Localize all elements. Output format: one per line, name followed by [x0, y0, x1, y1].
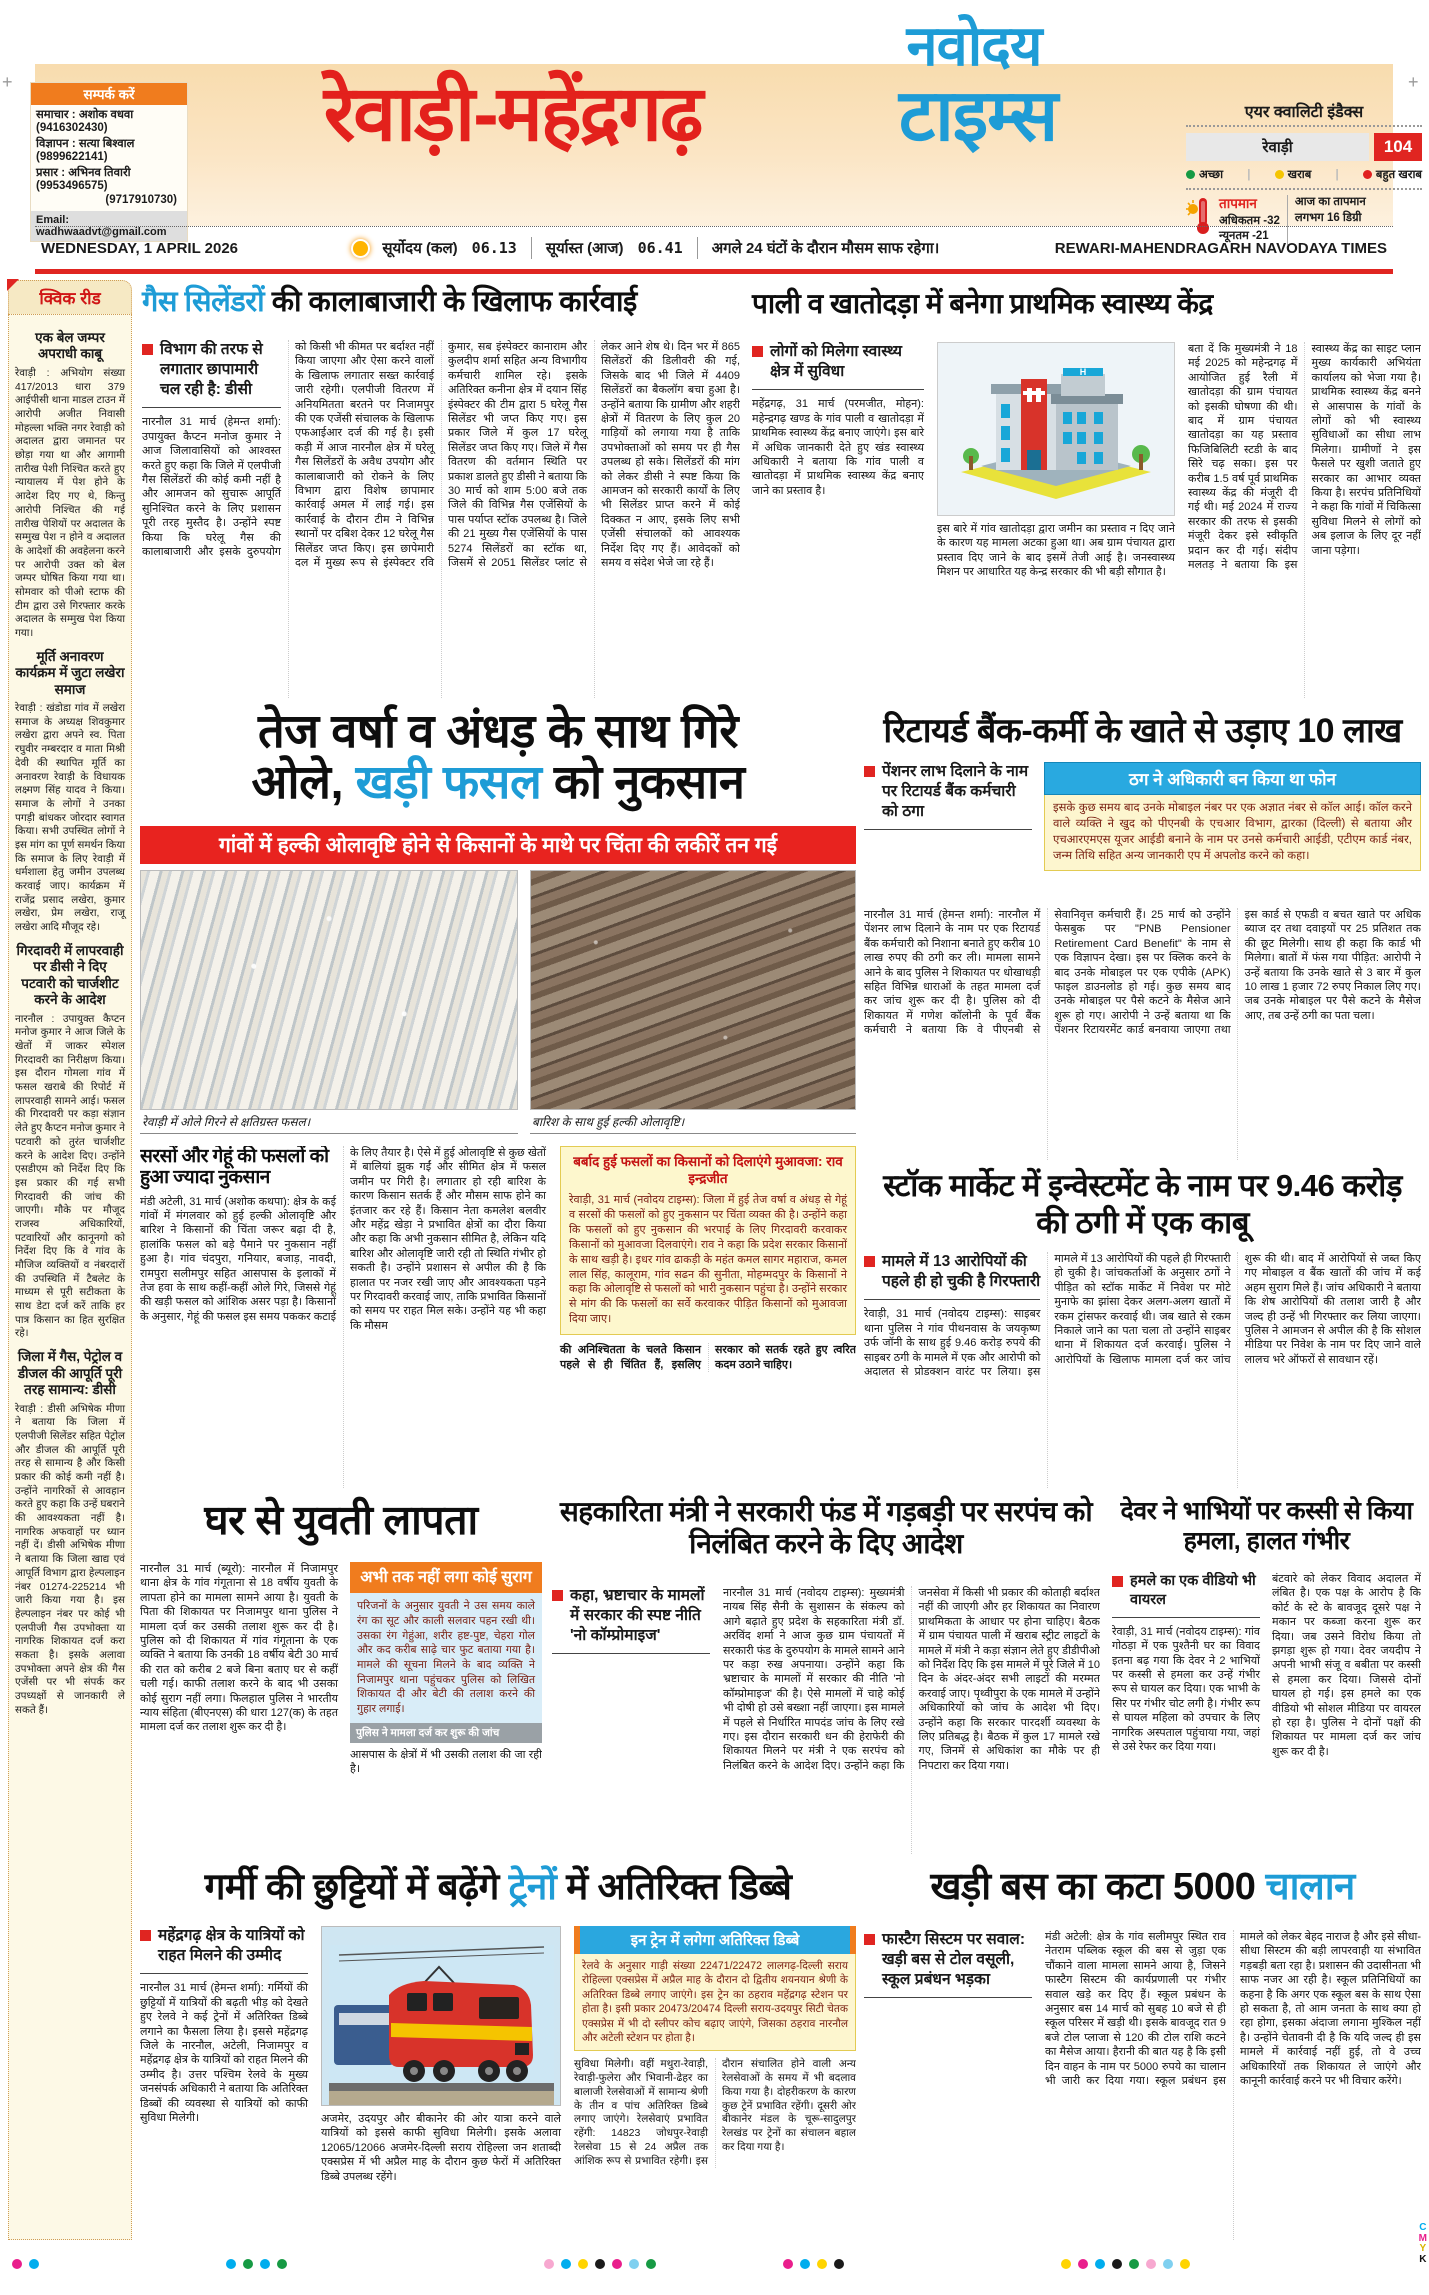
- article-text: नारनौल 31 मार्च (नवोदय टाइम्स): मुख्यमंत्री नायब सिंह सैनी के सुशासन के संकल्प को आगे बढ़ाते हुए प्रदेश के सहकारिता मंत्री डॉ. अरविंद शर्मा ने आज कुछ ग्राम पंचायतों में सरकारी फंड के दुरुपयोग के मामले सामने आने पर कड़ा रुख अपनाया। उन्होंने कहा कि भ्रष्टाचार के मामलों में सरकार की नीति 'नो कॉम्प्रोमाइज' की है। ऐसे मामलों में चाहे कोई भी दोषी हो उसे बख्शा नहीं जाएगा। इस मामले में पहले से निर्धारित मापदंड जांच के लिए रखे गए। इस दौरान सरकारी धन की हेराफेरी की शिकायत मिलने पर मंत्री ने एक सरपंच को निलंबित करने के आदेश दिए। उन्होंने कहा कि जनसेवा में किसी भी प्रकार की कोताही बर्दाश्त नहीं की जाएगी और हर शिकायत का निवारण प्राथमिकता के आधार पर होना चाहिए। बैठक में ग्राम पंचायत पाली में खराब स्ट्रीट लाइटों के मामले में मंत्री ने कड़ा संज्ञान लेते हुए डीडीपीओ को निर्देश दिए कि इस मामले में पूरे जिले में 10 दिन के अंदर-अंदर सभी लाइटों की मरम्मत करवाई जाए। पृथ्वीपुरा के एक मामले में उन्होंने अधिकारियों को जांच के आदेश भी दिए। उन्होंने कहा कि सरकार पारदर्शी व्यवस्था के लिए प्रतिबद्ध है। बैठक में कुल 17 मामले रखे गए, जिनमें से अधिकांश का मौके पर ही निपटारा कर दिया गया।: [723, 1587, 1100, 1772]
- no-clue-box-title: अभी तक नहीं लगा कोई सुराग: [350, 1562, 542, 1593]
- bus-body: [864, 1930, 1421, 2240]
- aqi-legend-very-bad: बहुत खराब: [1363, 167, 1422, 182]
- aqi-city: रेवाड़ी: [1186, 133, 1369, 161]
- hail-sub-article-title: सरसों और गेहूं की फसलों को हुआ ज्यादा नुकसान: [140, 1146, 329, 1189]
- paper-title-red: रेवाड़ी-महेंद्रगढ़: [323, 71, 702, 157]
- temperature-min: न्यूनतम -21: [1219, 230, 1269, 243]
- stock-fraud-headline: स्टॉक मार्केट में इन्वेस्टमेंट के नाम पर 9.46 करोड़ की ठगी में एक काबू: [883, 1168, 1402, 1240]
- headline-accent: ट्रेनों: [508, 1866, 557, 1907]
- red-dot-icon: [1363, 170, 1372, 179]
- green-dot-icon: [1186, 170, 1195, 179]
- edition-name: REWARI-MAHENDRAGARH NAVODAYA TIMES: [1054, 239, 1387, 257]
- bank-fraud-kicker: पेंशनर लाभ दिलाने के नाम पर रिटायर्ड बैंक कर्मचारी को ठगा: [864, 762, 1032, 830]
- sunset-label: सूर्यास्त (आज): [545, 240, 624, 257]
- quick-read-rail: [8, 280, 132, 2240]
- divider: [697, 237, 698, 259]
- red-square-icon: [752, 346, 763, 357]
- quick-read-story: [15, 943, 125, 1341]
- hail-article-headline: [140, 706, 856, 808]
- minister-headline: सहकारिता मंत्री ने सरकारी फंड में गड़बड़ी पर सरपंच को निलंबित करने के दिए आदेश: [559, 1496, 1093, 1560]
- red-square-icon: [142, 344, 153, 355]
- reg-dot-group: [226, 2256, 294, 2274]
- reg-dot-group: [783, 2256, 851, 2274]
- quick-read-story-body: नारनौल : उपायुक्त कैप्टन मनोज कुमार ने आज जिले के खेतों में जाकर स्पेशल गिरदावरी का निरीक्षण किया। इस दौरान गोमला गांव में फसल खराबे की रिपोर्ट में लापरवाही सामने आई। फसल की गिरदावरी पर कड़ा संज्ञान लेते हुए कैप्टन मनोज कुमार ने पटवारी को तुरंत चार्जशीट करने के आदेश दिए। उन्होंने एसडीएम को निर्देश दिए कि इस प्रकार की गई सभी गिरदावरी की जांच की जाएगी। मौके पर मौजूद राजस्व अधिकारियों, पटवारियों और कानूनगो को निर्देश दिए कि वे गांव के मौजिज व्यक्तियों व नंबरदारों की उपस्थिति में टैबलेट के माध्यम से पूरी सटीकता के साथ डेटा दर्ज करें ताकि हर पात्र किसान का हित सुरक्षित रहे।: [15, 1013, 125, 1340]
- article-text: रेवाड़ी, 31 मार्च (नवोदय टाइम्स): गांव गोठड़ा में एक पुश्तैनी घर का विवाद इतना बढ़ गया कि देवर ने 2 भाभियों पर कस्सी से हमला कर उन्हें गंभीर रूप से घायल कर दिया। एक भाभी के सिर पर गंभीर चोट लगी है। गंभीर रूप से घायल महिला को उपचार के लिए नागरिक अस्पताल पहुंचाया गया, जहां से उसे रेफर कर दिया गया।: [1112, 1625, 1260, 1753]
- temperature-title: तापमान: [1219, 196, 1257, 211]
- sunrise-time: 06.13: [471, 239, 517, 257]
- quick-read-story-title: गिरदावरी में लापरवाही पर डीसी ने दिए पटवारी को चार्जशीट करने के आदेश: [16, 942, 124, 1008]
- cmyk-label: C M Y K: [1418, 2222, 1427, 2265]
- police-note: पुलिस ने मामला दर्ज कर शुरू की जांच: [350, 1723, 542, 1743]
- article-text: महेंद्रगढ़, 31 मार्च (परमजीत, मोहन): महेन्द्रगढ़ खण्ड के गांव पाली व खातोदड़ा में प्राथमिक स्वास्थ्य केंद्र बनाए जाएंगे। इस बारे में अधिक जानकारी देते हुए खंड स्वास्थ्य अधिकारी ने बताया कि गांव पाली व खातोदड़ा में प्राथमिक स्वास्थ्य केंद्र बनाए जाने का प्रस्ताव है।: [752, 398, 924, 497]
- bank-fraud-headline: रिटायर्ड बैंक-कर्मी के खाते से उड़ाए 10 लाख: [883, 712, 1402, 750]
- gas-article-kicker: विभाग की तरफ से लगातार छापामारी चल रही है: डीसी: [142, 340, 281, 408]
- headline-accent: खड़ी फसल: [355, 754, 542, 808]
- article-text: सुविधा मिलेगी। वहीं मथुरा-रेवाड़ी, रेवाड़ी-फुलेरा और भिवानी-ढेहर का बालाजी रेलसेवाओं में सामान्य श्रेणी के तीन व पांच अतिरिक्त डिब्बे लगाए जाएंगे। रेलसेवाएं प्रभावित रहेंगी: 14823 जोधपुर-रेवाड़ी रेलसेवा 15 से 24 अप्रैल तक आंशिक रूप से प्रभावित रहेगी। इस दौरान संचालित होने वाली अन्य रेलसेवाओं के समय में भी बदलाव किया गया है। दोहरीकरण के कारण कुछ ट्रेनें प्रभावित रहेंगी। दूसरी ओर बीकानेर मंडल के चूरू-सादुलपुर रेलखंड पर ट्रेनों का संचालन बहाल कर दिया गया है।: [574, 2058, 856, 2167]
- contact-email: Email: wadhwaadvt@gmail.com: [31, 211, 187, 241]
- aqi-legend-good: अच्छा: [1186, 167, 1223, 182]
- article-text: की अनिश्चितता के चलते किसान पहले से ही चिंतित हैं, इसलिए सरकार को सतर्क रहते हुए त्वरित कदम उठाने चाहिए।: [560, 1344, 856, 1371]
- quick-read-story-title: जिला में गैस, पेट्रोल व डीजल की आपूर्ति पूरी तरह सामान्य: डीसी: [17, 1349, 123, 1398]
- contact-ads-line: विज्ञापन : सत्या बिश्वाल (9899622141): [36, 138, 135, 163]
- gas-article-headline: [142, 286, 742, 318]
- headline-line1: तेज वर्षा व अंधड़ के साथ गिरे: [257, 704, 738, 757]
- legend-divider: |: [1335, 168, 1339, 181]
- sun-icon: [353, 241, 368, 256]
- sunrise-label: सूर्योदय (कल): [382, 240, 458, 257]
- forecast-text: अगले 24 घंटों के दौरान मौसम साफ रहेगा।: [711, 240, 940, 257]
- fraud-call-box-title: ठग ने अधिकारी बन किया था फोन: [1044, 762, 1421, 795]
- quick-read-story-body: रेवाड़ी : डीसी अभिषेक मीणा ने बताया कि जिला में एलपीजी सिलेंडर सहित पेट्रोल और डीजल की आपूर्ति पूरी तरह से सामान्य है और किसी प्रकार की कोई कमी नहीं है। उन्होंने नागरिकों से आवहान करते हुए कहा कि उन्हें घबराने की आवश्यकता नहीं है। नागरिक अफवाहों पर ध्यान नहीं दें। डीसी अभिषेक मीणा ने बताया कि जिला खाद्य एवं आपूर्ति विभाग द्वारा हेल्पलाइन नंबर 01274-225214 भी जारी किया गया है। इस हेल्पलाइन नंबर पर कोई भी एलपीजी गैस उपभोक्ता या नागरिक शिकायत दर्ज करा सकता है। इसके अलावा उपभोक्ता अपने क्षेत्र की गैस एजेंसी पर भी संपर्क कर उपध्यक्षों से जानकारी ले सकते हैं।: [15, 1403, 125, 1716]
- fraud-call-box-body: इसके कुछ समय बाद उनके मोबाइल नंबर पर एक अज्ञात नंबर से कॉल आई। कॉल करने वाले व्यक्ति ने खुद को पीएनबी के एचआर विभाग, द्वारका (दिल्ली) से बताया और एचआरएमएस यूजर आईडी बनाने के नाम पर उनसे कर्मचारी आईडी, एटीएम कार्ड नंबर, जन्म तिथि सहित अन्य जानकारी एप में अपलोड करने को कहा।: [1044, 795, 1421, 871]
- yellow-dot-icon: [1275, 170, 1284, 179]
- red-square-icon: [552, 1590, 563, 1601]
- article-text: रेवाड़ी, 31 मार्च (नवोदय टाइम्स): साइबर थाना पुलिस ने गांव पीथनवास के जयकृष्ण उर्फ जॉनी के साथ हुई 9.46 करोड़ रुपये की साइबर ठगी के मामले में एक और आरोपी को अदालत से प्रोडक्शन वारंट पर लिया। इस मामले में 13 आरोपियों की पहले ही गिरफ्तारी हो चुकी है। जांचकर्ताओं के अनुसार ठगों ने पीड़ित को स्टॉक मार्केट में निवेश पर मोटे मुनाफे का झांसा देकर अलग-अलग खातों में रकम ट्रांसफर करवाई थी। जब खाते से रकम निकाले जाने का पता चला तो उन्होंने साइबर थाना में शिकायत दर्ज करवाई। पुलिस ने आरोपियों के खिलाफ मामला दर्ज कर जांच शुरू की थी। बाद में आरोपियों से जब्त किए गए मोबाइल व बैंक खातों की जांच में कई अहम सुराग मिले हैं। जांच अधिकारी ने बताया कि शेष आरोपियों की तलाश जारी है और जल्द ही उन्हें भी गिरफ्तार कर लिया जाएगा। पुलिस ने आमजन से अपील की है कि सोशल मीडिया पर निवेश के नाम पर दिए जाने वाले लालच भरे ऑफरों से सावधान रहें।: [864, 1253, 1421, 1378]
- air-quality-widget: [1186, 100, 1422, 245]
- compensation-box-title: बर्बाद हुई फसलों का किसानों को दिलाएंगे मुआवजा: राव इन्द्रजीत: [573, 1154, 843, 1186]
- photo-caption: रेवाड़ी में ओले गिरने से क्षतिग्रस्त फसल।: [140, 1110, 518, 1134]
- hail-damaged-crop-photo: [140, 870, 518, 1110]
- contact-news-line: समाचार : अशोक वधवा (9416302430): [36, 109, 134, 134]
- missing-girl-headline: घर से युवती लापता: [204, 1497, 478, 1543]
- contact-circulation-line: प्रसार : अभिनव तिवारी (9953496575): [36, 167, 131, 192]
- aqi-legend-bad: खराब: [1275, 167, 1312, 182]
- today-temp-label: आज का तापमान: [1294, 196, 1366, 208]
- article-text: बता दें कि मुख्यमंत्री ने 18 मई 2025 को महेन्द्रगढ़ में आयोजित हुई रैली में खातोदड़ा की ग्राम पंचायत को इसकी घोषणा की थी। बाद में ग्राम पंचायत खातोदड़ा का यह प्रस्ताव फिजिबिलिटी स्टडी के बाद सिरे चढ़ सका। इस पर करीब 1.5 वर्ष पूर्व प्राथमिक स्वास्थ्य केंद्र की मंजूरी दी गई थी। मई 2024 में राज्य सरकार की तरफ से इसकी मंजूरी देकर इसे स्वीकृति प्रदान कर दी गई। संदीप मलतड़ ने बताया कि इस स्वास्थ्य केंद्र का साइट प्लान मुख्य कार्यकारी अभियंता कार्यालय को भेजा गया है। प्राथमिक स्वास्थ्य केंद्र बनने से आसपास के गांवों के लोगों को भी स्वास्थ्य सुविधाओं का सीधा लाभ मिलेगा। ग्रामीणों ने इस फैसले पर खुशी जताते हुए सरकार का आभार व्यक्त किया है। सरपंच प्रतिनिधियों ने कहा कि गांवों में चिकित्सा सुविधा मिलने से लोगों को अब इलाज के लिए दूर नहीं जाना पड़ेगा।: [1188, 343, 1421, 572]
- quick-read-story: [15, 649, 125, 935]
- headline-line2a: ओले,: [251, 754, 356, 808]
- pali-article-headline: पाली व खातोदड़ा में बनेगा प्राथमिक स्वास्थ्य केंद्र: [752, 288, 1213, 319]
- devar-headline: देवर ने भाभियों पर कस्सी से किया हमला, हालत गंभीर: [1120, 1497, 1413, 1555]
- quick-read-header: क्विक रीड: [8, 280, 132, 314]
- bus-headline: खड़ी बस का कटा 5000 चालान: [930, 1866, 1355, 1908]
- extra-coach-box-title: इन ट्रेन में लगेगा अतिरिक्त डिब्बे: [574, 1926, 856, 1954]
- pali-article-body: [752, 342, 1421, 698]
- hail-article-subhead-strip: गांवों में हल्की ओलावृष्टि होने से किसानों के माथे पर चिंता की लकीरें तन गई: [140, 826, 856, 864]
- pali-article-kicker: लोगों को मिलेगा स्वास्थ्य क्षेत्र में सुविधा: [752, 342, 924, 390]
- gas-article-body: [142, 340, 740, 698]
- article-text: नारनौल 31 मार्च (ब्यूरो): नारनौल में निजामपुर थाना क्षेत्र के गांव गंगूताना से 18 वर्षीय युवती के लापता होने का मामला सामने आया है। युवती के पिता की शिकायत पर निजामपुर थाना पुलिस ने मामला दर्ज कर उसकी तलाश शुरू कर दी है। पुलिस को दी शिकायत में गांव गंगूताना के एक व्यक्ति ने बताया कि उनकी 18 वर्षीय बेटी 30 मार्च की रात को करीब 2 बजे बिना बताए घर से कहीं चली गई। काफी तलाश करने के बाद भी उसका कोई सुराग नहीं लगा। फिलहाल पुलिस ने भारतीय न्याय संहिता (बीएनएस) की धारा 127(क) के तहत मामला दर्ज कर तलाश शुरू कर दी है।: [140, 1563, 338, 1734]
- quick-read-story-title: मूर्ति अनावरण कार्यक्रम में जुटा लखेरा समाज: [15, 648, 125, 697]
- devar-body: [1112, 1572, 1421, 1854]
- color-registration-marks: [0, 2256, 1429, 2274]
- crop-mark-right-icon: +: [1408, 72, 1419, 92]
- article-text: बंटवारे को लेकर विवाद अदालत में लंबित है। एक पक्ष के आरोप है कि कोर्ट के स्टे के बावजूद दूसरे पक्ष ने मकान पर कब्जा करना शुरू कर दिया। जब उसने विरोध किया तो झगड़ा शुरू हो गया। देवर जयदीप ने अपनी भाभी संजू व बबीता पर कस्सी से हमला कर दिया। जिससे दोनों घायल हो गई। इस हमले का एक वीडियो भी सोशल मीडिया पर वायरल हो रहा है। पुलिस ने दोनों पक्षों की शिकायत पर मामला दर्ज कर जांच शुरू कर दी है।: [1272, 1573, 1421, 1758]
- reg-dot-group: [1061, 2256, 1197, 2274]
- headline-accent: गैस सिलेंडरों: [142, 286, 265, 318]
- paper-title-blue-top: नवोदय: [906, 14, 1042, 77]
- sunset-time: 06.41: [637, 239, 683, 257]
- red-square-icon: [1112, 1576, 1123, 1587]
- paper-title-blue-bottom: टाइम्स: [898, 76, 1058, 156]
- article-text: नारनौल 31 मार्च (हेमन्त शर्मा): गर्मियों की छुट्टियों में यात्रियों की बढ़ती भीड़ को देखते हुए रेलवे ने कई ट्रेनों में अतिरिक्त डिब्बे लगाने का फैसला लिया है। इससे महेंद्रगढ़ जिले के नारनौल, अटेली, निजामपुर व महेंद्रगढ़ क्षेत्र के यात्रियों को राहत मिलने की उम्मीद है। उत्तर पश्चिम रेलवे के मुख्य जनसंपर्क अधिकारी ने बताया कि अतिरिक्त डिब्बों की व्यवस्था से यात्रियों को काफी सुविधा मिलेगी।: [140, 1982, 308, 2124]
- hail-field-photo: [530, 870, 856, 1110]
- temperature-max: अधिकतम -32: [1219, 214, 1280, 227]
- extra-coach-box-body: रेलवे के अनुसार गाड़ी संख्या 22471/22472 लालगढ़-दिल्ली सराय रोहिल्ला एक्सप्रेस में अप्रैल माह के दौरान दो द्वितीय शयनयान श्रेणी के अतिरिक्त डिब्बे लगाए जाएंगे। इस ट्रेन का ठहराव महेंद्रगढ़ स्टेशन पर होता है। इसी प्रकार 20473/20474 दिल्ली सराय-उदयपुर सिटी चेतक एक्सप्रेस में भी दो स्लीपर कोच बढ़ाए जाएंगे, जिसका ठहराव नारनौल और अटेली स्टेशन पर होता है।: [574, 1954, 856, 2051]
- contact-phone-line: (9717910730): [105, 194, 177, 206]
- minister-body: [552, 1586, 1100, 1854]
- compensation-box: [560, 1146, 856, 1335]
- red-square-icon: [140, 1930, 151, 1941]
- bus-kicker: फास्टैग सिस्टम पर सवाल: खड़ी बस से टोल वसूली, स्कूल प्रबंधन भड़का: [864, 1930, 1032, 1998]
- hail-photos-row: [140, 870, 856, 1134]
- no-clue-box-body: परिजनों के अनुसार युवती ने उस समय काले रंग का सूट और काली सलवार पहन रखी थी। उसका रंग गेहुंआ, शरीर हष्ट-पुष्ट, चेहरा गोल और कद करीब साढ़े चार फुट बताया गया है। मामले की सूचना मिलने के बाद व्यक्ति ने निजामपुर थाना पहुंचकर पुलिस को लिखित शिकायत दी और बेटी की तलाश करने की गुहार लगाई।: [350, 1593, 542, 1722]
- legend-divider: |: [1247, 168, 1251, 181]
- quick-read-story: [15, 1349, 125, 1717]
- reg-dot-group: [544, 2256, 663, 2274]
- crop-mark-left-icon: +: [2, 72, 13, 92]
- divider: [531, 237, 532, 259]
- red-square-icon: [864, 766, 875, 777]
- train-body: [140, 1926, 856, 2240]
- minister-kicker: कहा, भ्रष्टाचार के मामलों में सरकार की स्पष्ट नीति 'नो कॉम्प्रोमाइज': [552, 1586, 710, 1654]
- aqi-header: एयर क्वालिटी इंडैक्स: [1186, 100, 1422, 127]
- compensation-box-body: रेवाड़ी, 31 मार्च (नवोदय टाइम्स): जिला में हुई तेज वर्षा व अंधड़ से गेहूं व सरसों की फसलों को हुए नुकसान पर चिंता व्यक्त की है। उन्होंने कहा कि फसलों को हुए नुकसान की भरपाई के लिए गिरदावरी करवाकर किसानों को मुआवजा दिलवाएंगे। राव ने कहा कि प्रदेश सरकार किसानों के साथ खड़ी है। इधर गांव ढाकड़ी के महंत कमल सागर महाराज, कमल लाल सिंह, कालूराम, गांव सढन की सुनीता, मोहम्मदपुर के किसानों ने कहा कि ओलावृष्टि से फसलों को भारी नुकसान पहुंचा है। उन्होंने सरकार से मांग की कि फसलों का सर्वे करवाकर पीड़ित किसानों को मुआवजा दिया जाए।: [569, 1193, 847, 1326]
- train-headline: गर्मी की छुट्टियों में बढ़ेंगे ट्रेनों में अतिरिक्त डिब्बे: [204, 1866, 792, 1907]
- missing-girl-body: [140, 1562, 542, 1854]
- stock-fraud-kicker: मामले में 13 आरोपियों की पहले ही हो चुकी है गिरफ्तारी: [864, 1252, 1040, 1300]
- aqi-legend: [1186, 167, 1422, 182]
- stock-fraud-body: [864, 1252, 1421, 1488]
- headline-line2b: को नुकसान: [541, 754, 745, 808]
- headline-accent: चालान: [1265, 1866, 1355, 1908]
- article-text: आसपास के क्षेत्रों में भी उसकी तलाश की जा रही है।: [350, 1748, 542, 1775]
- article-text: मंडी अटेली, 31 मार्च (अशोक कथपा): क्षेत्र के कई गांवों में मंगलवार को हुई हल्की ओलावृष्टि और बारिश ने किसानों की चिंता जरूर बढ़ा दी है, हालांकि फसल को बड़े पैमाने पर नुकसान नहीं हुआ है। गांव चंदपुरा, गनियार, बजाड़, नावदी, रामपुरा सलीमपुर सहित आसपास के इलाकों में तेज हवा के साथ कहीं-कहीं ओले गिरे, जिससे गेहूं की खड़ी फसल को आंशिक असर पड़ा है। किसानों के अनुसार, गेहूं की फसल इस समय पककर कटाई के लिए तैयार है। ऐसे में हुई ओलावृष्टि से कुछ खेतों में बालियां झुक गईं और सीमित क्षेत्र में फसल जमीन पर गिरी है। लगातार हो रही बारिश के कारण किसान सतर्क हैं और मौसम साफ होने का इंतजार कर रहे हैं। किसान नेता कमलेश बलवीर और महेंद्र खेड़ा ने प्रभावित क्षेत्रों का दौरा किया और कहा कि अभी नुकसान सीमित है, लेकिन यदि बारिश और ओलावृष्टि जारी रही तो स्थिति गंभीर हो सकती है। उन्होंने प्रशासन से अपील की है कि हालात पर नजर रखी जाए और आवश्यकता पड़ने पर गिरदावरी करवाई जाए, ताकि प्रभावित किसानों को समय पर राहत मिल सके। उन्होंने यह भी कहा कि मौसम: [140, 1147, 546, 1332]
- date-bar: [35, 226, 1393, 274]
- contact-box: [30, 82, 188, 242]
- train-kicker: महेंद्रगढ़ क्षेत्र के यात्रियों को राहत मिलने की उम्मीद: [140, 1926, 308, 1974]
- date-text: WEDNESDAY, 1 APRIL 2026: [41, 239, 239, 257]
- red-square-icon: [864, 1934, 875, 1945]
- quick-read-story-title: एक बेल जम्पर अपराधी काबू: [35, 330, 105, 362]
- contact-box-title: सम्पर्क करें: [31, 83, 187, 105]
- train-illustration: [321, 1926, 561, 2106]
- quick-read-story-body: रेवाड़ी : खंडोडा गांव में लखेरा समाज के अध्यक्ष शिवकुमार लखेरा द्वारा अपने स्व. पिता रघुवीर नम्बरदार व माता मिश्री देवी की स्थापित मूर्ति का अनावरण रेवाड़ी के विधायक लक्ष्मण सिंह यादव ने किया। समाज के लोगों ने उनका पगड़ी बांधकर जोरदार स्वागत किया। सभी उपस्थित लोगों ने इस मांग का पूर्ण समर्थन किया कि समाज के लिए रेवाड़ी में धर्मशाला हेतु जमीन उपलब्ध करवाई जाए। कार्यक्रम में राजेंद्र प्रसाद लखेरा, कुमार लखेरा, प्रेम लखेरा, राजू लखेरा आदि मौजूद रहे।: [15, 703, 125, 934]
- today-temp-value: लगभग 16 डिग्री: [1294, 211, 1362, 224]
- svg-text:H: H: [1079, 367, 1087, 377]
- reg-dot-group: [12, 2256, 46, 2274]
- article-text: नारनौल 31 मार्च (हेमन्त शर्मा): उपायुक्त कैप्टन मनोज कुमार ने आज जिलावासियों को आश्वस्त करते हुए कहा कि जिले में एलपीजी गैस सिलेंडरों की कोई कमी नहीं है और आमजन को सुचारू आपूर्ति सुनिश्चित करने के लिए प्रशासन पूरी तरह मुस्तैद है। उन्होंने स्पष्ट किया कि घरेलू गैस की कालाबाजारी और इसके दुरुपयोग को किसी भी कीमत पर बर्दाश्त नहीं किया जाएगा और ऐसा करने वालों के खिलाफ लगातार सख्त कार्रवाई जारी रहेगी। एलपीजी वितरण में अनियमितता बरतने पर निजामपुर की एक एजेंसी संचालक के खिलाफ एफआईआर दर्ज की गई है। इसी कड़ी में आज नारनौल क्षेत्र में घरेलू गैस सिलेंडरों के अवैध उपयोग और कालाबाजारी को रोकने के लिए विभाग द्वारा विशेष छापामार कार्रवाई अमल में लाई गई। इस कार्रवाई के दौरान टीम ने विभिन्न स्थानों पर दबिश देकर 12 घरेलू गैस सिलेंडर जप्त किए। इस छापेमारी दल में मुख्य रूप से इंस्पेक्टर रवि कुमार, सब इंस्पेक्टर कानाराम और कुलदीप शर्मा सहित अन्य विभागीय कर्मचारी शामिल रहे। इसके अतिरिक्त कनीना क्षेत्र में दयान सिंह इंस्पेक्टर की टीम द्वारा 5 घरेलू गैस सिलेंडर भी जप्त किए गए। इस प्रकार जिले में कुल 17 घरेलू सिलेंडर जप्त किए गए। जिले में गैस वितरण की वर्तमान स्थिति पर प्रकाश डालते हुए डीसी ने बताया कि 30 मार्च को शाम 5:00 बजे तक जिले की विभिन्न गैस एजेंसियों के पास पर्याप्त स्टॉक उपलब्ध है। जिले की 21 मुख्य गैस एजेंसियों के पास 5274 सिलेंडरों का स्टॉक था, जिसमें से 2051 सिलेंडर प्लांट से लेकर आने शेष थे। दिन भर में 865 सिलेंडरों की डिलीवरी की गई, जिसके बाद भी जिले में 4409 सिलेंडरों का बैकलॉग बचा हुआ है। उन्होंने बताया कि ग्रामीण और शहरी क्षेत्रों में वितरण के लिए कुल 20 गाड़ियों को लगाया गया है ताकि उपभोक्ताओं को समय पर ही गैस उपलब्ध हो सके। सिलेंडरों की मांग को लेकर डीसी ने स्पष्ट किया कि आमजन को सरकारी कार्यों के लिए भी सिलेंडर प्राप्त करने में कोई दिक्कत न आए, इसके लिए सभी एजेंसी संचालकों को आवश्यक निर्देश दिए गए हैं। आवेदकों को समय व संदेश भेजे जा रहे हैं।: [142, 341, 740, 570]
- headline-rest: की कालाबाजारी के खिलाफ कार्रवाई: [264, 286, 637, 318]
- quick-read-story-body: रेवाड़ी : अभियोग संख्या 417/2013 धारा 379 आईपीसी थाना माडल टाउन में आरोपी अजीत निवासी मोहल्ला भक्ति नगर रेवाड़ी को अदालत द्वारा जमानत पर छोड़ा गया था और आगामी तारीख पेशी निश्चित करते हुए न्यायालय में पेश होने के आदेश दिए गए थे, किन्तु आरोपी निश्चित की गई तारीख पेशियों पर अदालत के सम्मुख पेश न होने व अदालत के आदेशों की अवहेलना करने पर आरोपी उक्त को बेल जम्पर घोषित किया गया था। सोमवार को पीओ स्टाफ की टीम द्वारा उसे गिरफ्तार करके अदालत के सम्मुख पेश किया गया।: [15, 367, 125, 639]
- hail-sub-article: [140, 1146, 856, 1488]
- devar-kicker: हमले का एक वीडियो भी वायरल: [1112, 1572, 1260, 1618]
- red-square-icon: [864, 1256, 875, 1267]
- bank-fraud-body: नारनौल 31 मार्च (हेमन्त शर्मा): नारनौल में पेंशनर लाभ दिलाने के नाम पर एक रिटायर्ड बैंक कर्मचारी को निशाना बनाते हुए करीब 10 लाख रुपए की ठगी कर ली। मामला सामने आने के बाद पुलिस ने शिकायत पर धोखाधड़ी सहित विभिन्न धाराओं के तहत मामला दर्ज कर जांच शुरू कर दी है। पुलिस को दी शिकायत में गणेश कॉलोनी के पूर्व बैंक कर्मचारी ने बताया कि वे पीएनबी से सेवानिवृत्त कर्मचारी हैं। 25 मार्च को उन्होंने फेसबुक पर "PNB Pensioner Retirement Card Benefit" के नाम से एक विज्ञापन देखा। इस पर क्लिक करने के बाद उनके मोबाइल पर एक एपीके (APK) फाइल डाउनलोड हो गई। कुछ समय बाद उनके मोबाइल पर पैसे कटने के मैसेज आने शुरू हो गए। आरोपी ने उन्हें बताया था कि पेंशनर रिटायरमेंट कार्ड बनवाया जाएगा तथा इस कार्ड से एफडी व बचत खाते पर अधिक ब्याज दर तथा दवाइयों पर 25 प्रतिशत तक की छूट मिलेगी। साथ ही कहा कि कार्ड भी मिलेगा। बातों में फंस गया पीड़ित: आरोपी ने उन्हें बताया कि उनके खाते से 3 बार में कुल 10 लाख 1 हजार 72 रुपए निकाल लिए गए। जब उनके मोबाइल पर पैसे कटने के मैसेज आए, तब उन्हें ठगी का पता चला।: [864, 909, 1421, 1037]
- hospital-illustration: [937, 342, 1175, 516]
- quick-read-body: [8, 314, 132, 2240]
- aqi-value-badge: 104: [1374, 133, 1422, 161]
- bank-fraud-top-row: [864, 762, 1421, 871]
- article-text: इस बारे में गांव खातोदड़ा द्वारा जमीन का प्रस्ताव न दिए जाने के कारण यह मामला अटका हुआ था। अब ग्राम पंचायत द्वारा प्रस्ताव दिए जाने के बाद इसमें तेजी आई है। जनस्वास्थ्य मिशन पर आधारित यह केन्द्र सरकार की भी बड़ी सौगात है।: [937, 523, 1175, 579]
- article-text: अजमेर, उदयपुर और बीकानेर की ओर यात्रा करने वाले यात्रियों को इससे काफी सुविधा मिलेगी। इसके अलावा 12065/12066 अजमेर-दिल्ली सराय रोहिल्ला जन शताब्दी एक्सप्रेस में भी अप्रैल माह के दौरान कुछ फेरों में अतिरिक्त डिब्बे उपलब्ध रहेंगे।: [321, 2113, 561, 2183]
- photo-caption: बारिश के साथ हुई हल्की ओलावृष्टि।: [530, 1110, 856, 1134]
- quick-read-story: [15, 330, 125, 641]
- article-text: मंडी अटेली: क्षेत्र के गांव सलीमपुर स्थित राव नेतराम पब्लिक स्कूल की बस से जुड़ा एक चौंकाने वाला मामला सामने आया है, जिसने फास्टैग सिस्टम की कार्यप्रणाली पर गंभीर सवाल खड़े कर दिए हैं। स्कूल प्रबंधन के अनुसार बस 14 मार्च को सुबह 10 बजे से ही स्कूल परिसर में खड़ी थी। इसके बावजूद रात 9 बजे टोल प्लाजा से 120 की टोल राशि कटने का मैसेज आया। हैरानी की बात यह है कि इसी दिन वाहन के नाम पर 5000 रुपये का चालान भी जारी कर दिया गया। स्कूल प्रबंधन इस मामले को लेकर बेहद नाराज है और इसे सीधा-सीधा सिस्टम की बड़ी लापरवाही या संभावित गड़बड़ी बता रहा है। प्रशासन की उदासीनता भी साफ नजर आ रही है। स्कूल प्रतिनिधियों का कहना है कि अगर एक स्कूल बस के साथ ऐसा हो सकता है, तो आम जनता के साथ क्या हो रहा होगा, इसका अंदाजा लगाना मुश्किल नहीं है। उन्होंने चेतावनी दी है कि यदि जल्द ही इस मामले में कार्रवाई नहीं हुई, तो वे उच्च अधिकारियों तक शिकायत ले जाएंगे और कानूनी कार्रवाई करने पर भी विचार करेंगे।: [1045, 1931, 1421, 2088]
